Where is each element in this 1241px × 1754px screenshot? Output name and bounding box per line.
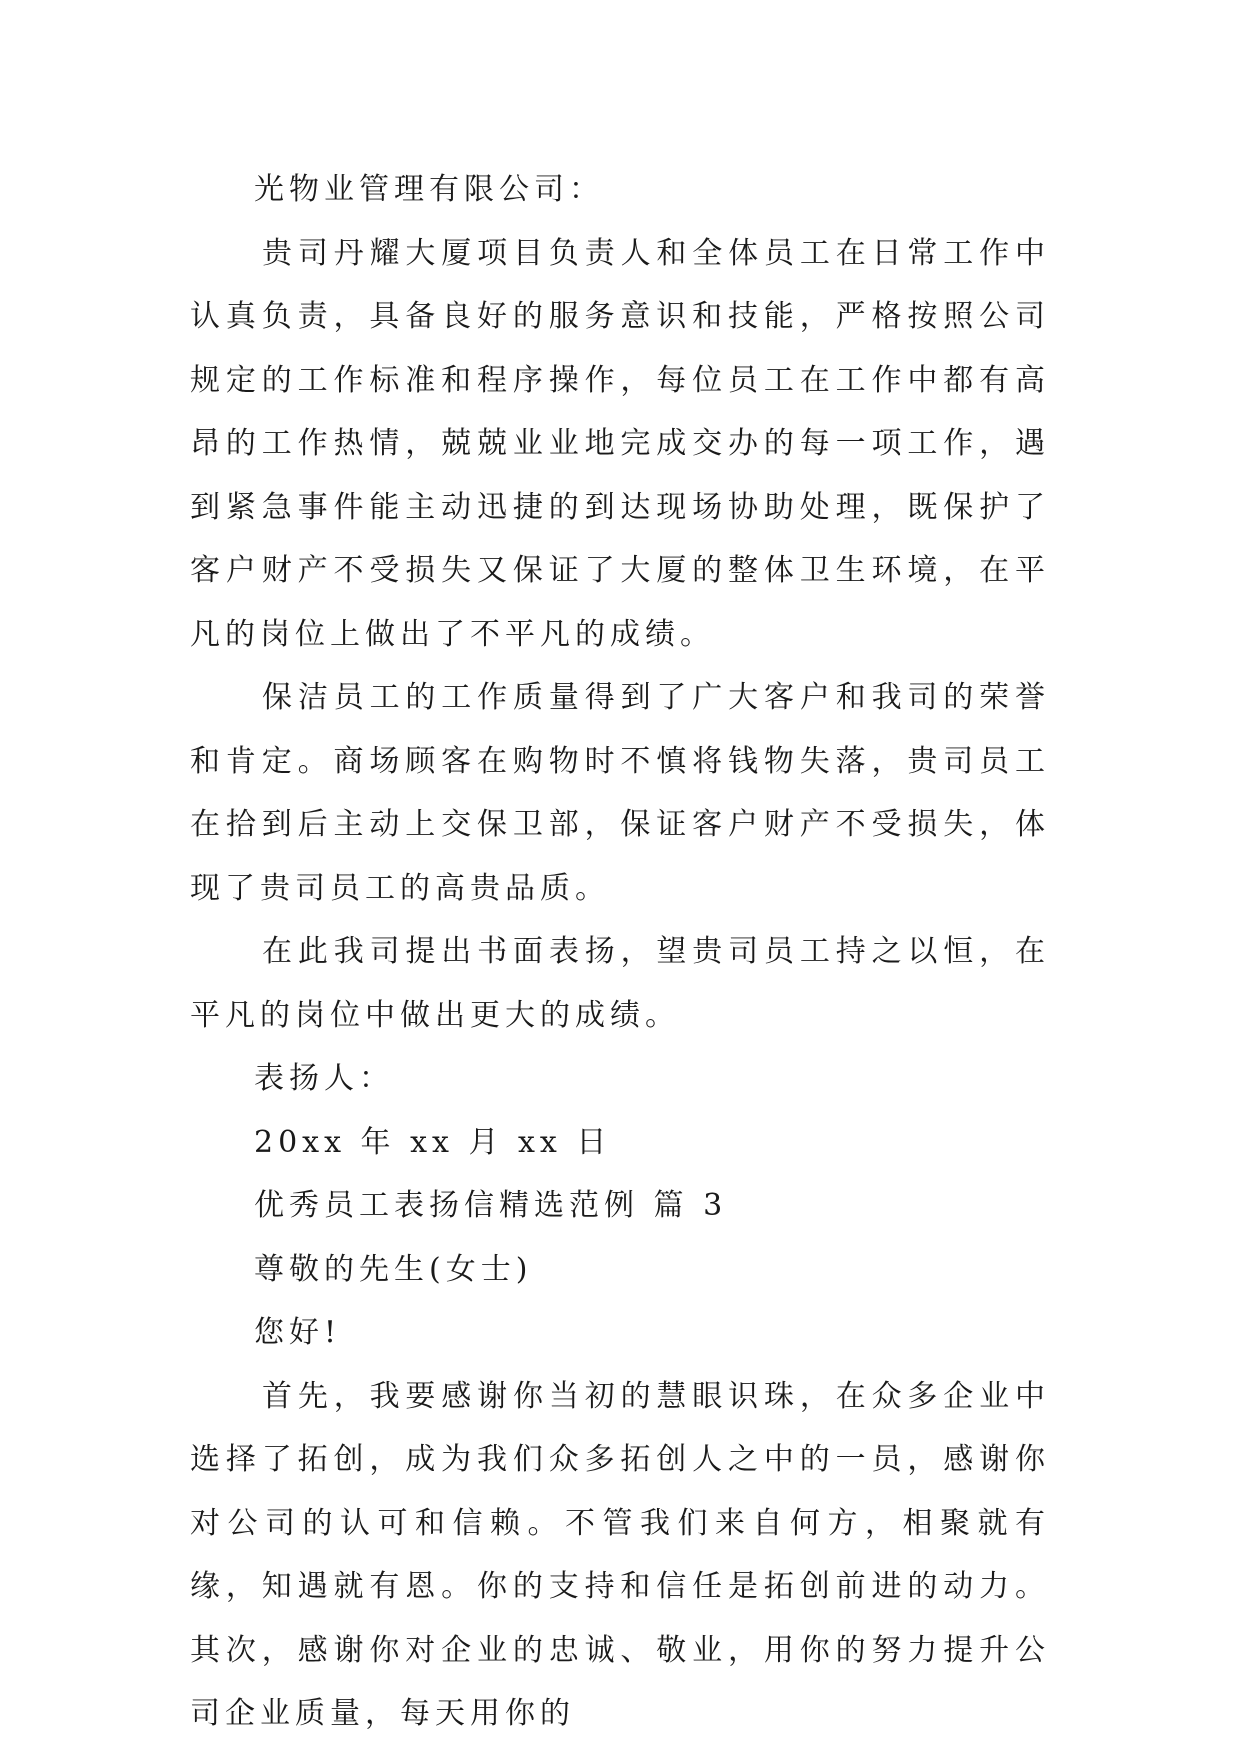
section-title: 优秀员工表扬信精选范例 篇 3 (254, 1188, 728, 1223)
document-body (190, 158, 1050, 1746)
salutation: 光物业管理有限公司： (254, 172, 604, 207)
greeting-hello: 您好! (254, 1315, 342, 1350)
paragraph-1: 贵司丹耀大厦项目负责人和全体员工在日常工作中认真负责，具备良好的服务意识和技能，严格按照公司规定的工作标准和程序操作，每位员工在工作中都有高昂的工作热情，兢兢业业地完成交办的每一项工作，遇到紧急事件能主动迅捷的到达现场协助处理，既保护了客户财产不受损失又保证了大厦的整体卫生环境，在平凡的岗位上做出了不平凡的成绩。 (190, 235, 1050, 652)
greeting-recipient: 尊敬的先生(女士) (254, 1251, 533, 1287)
date-line: 20xx 年 xx 月 xx 日 (254, 1124, 612, 1160)
closing-paragraph: 首先，我要感谢你当初的慧眼识珠，在众多企业中选择了拓创，成为我们众多拓创人之中的一员，感谢你对公司的认可和信赖。不管我们来自何方，相聚就有缘，知遇就有恩。你的支持和信任是拓创前进的动力。 其次，感谢你对企业的忠诚、敬业，用你的努力提升公司企业质量，每天用你的 (190, 1378, 1050, 1731)
paragraph-3: 在此我司提出书面表扬，望贵司员工持之以恒，在平凡的岗位中做出更大的成绩。 (190, 934, 1050, 1033)
paragraph-2: 保洁员工的工作质量得到了广大客户和我司的荣誉和肯定。商场顾客在购物时不慎将钱物失落，贵司员工在拾到后主动上交保卫部，保证客户财产不受损失，体现了贵司员工的高贵品质。 (190, 680, 1050, 906)
signer-label: 表扬人： (254, 1061, 394, 1096)
